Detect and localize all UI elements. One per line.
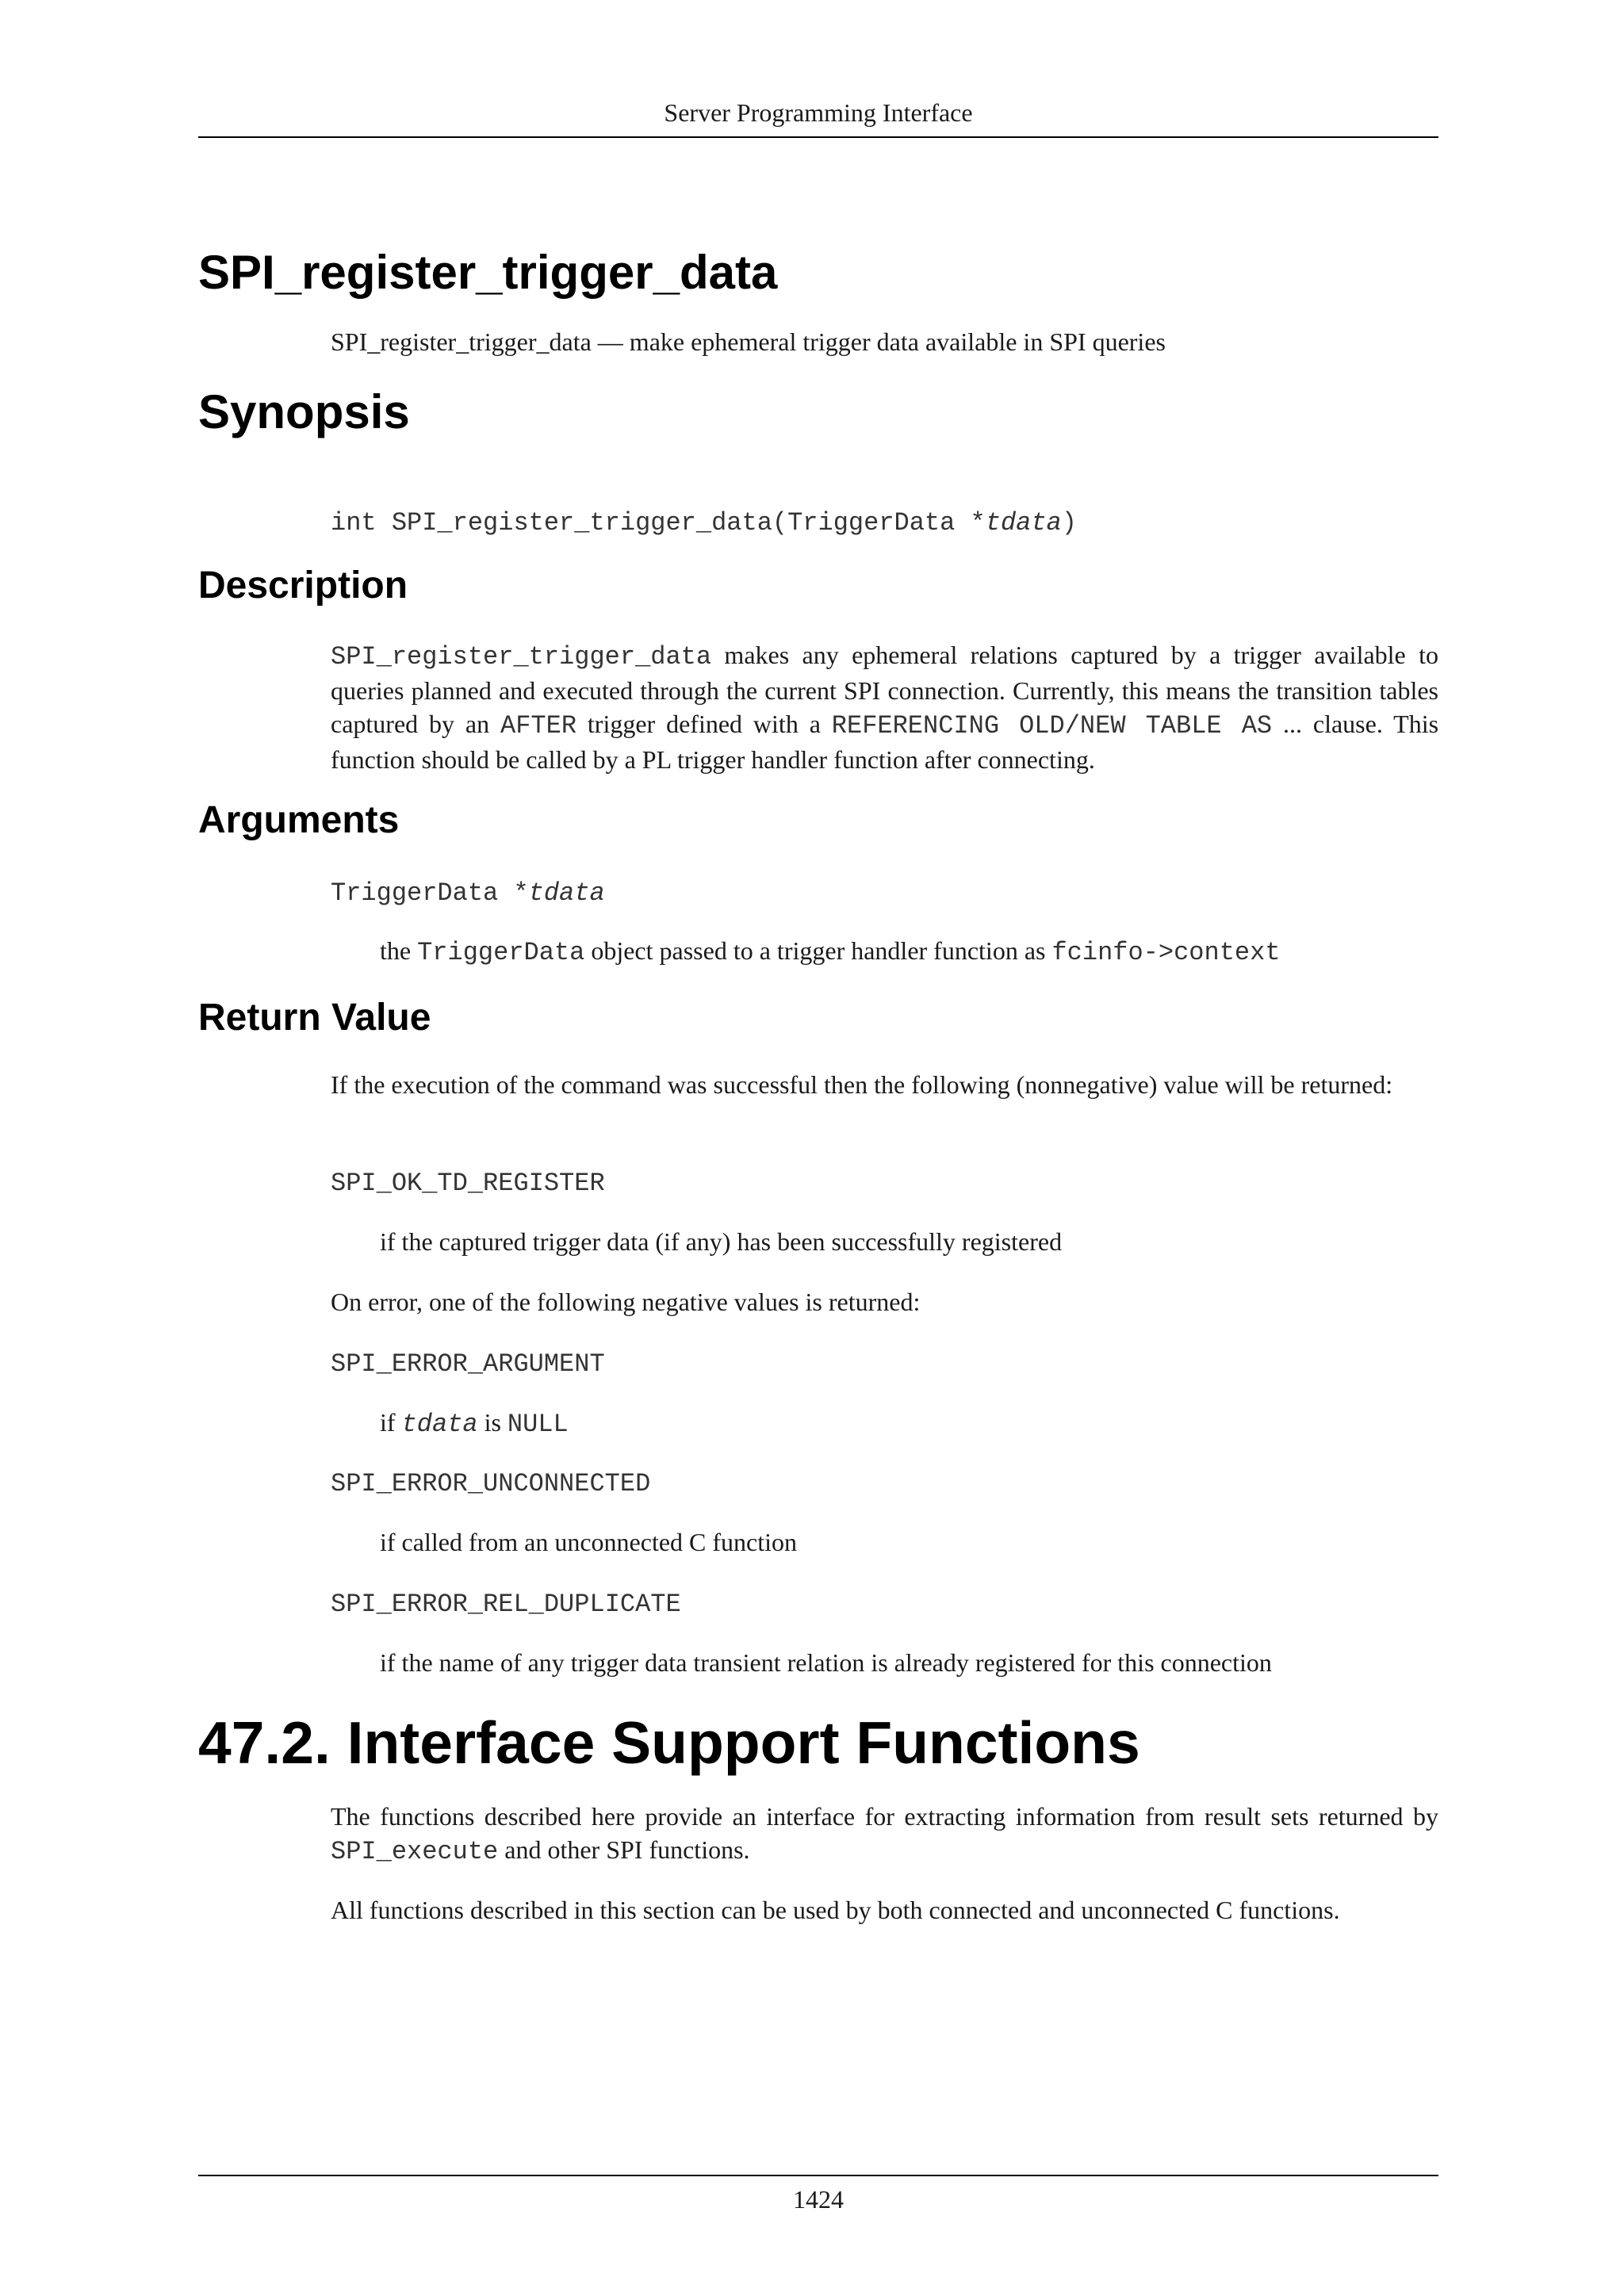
description-text3: ... clause. This function should be called by a PL trigger handler function after connecting. (331, 710, 1439, 774)
return-err1-desc (380, 1406, 1438, 1441)
argument-term-prefix: TriggerData * (331, 878, 529, 908)
return-err1-if: if (380, 1408, 402, 1437)
return-err3-code-text: SPI_ERROR_REL_DUPLICATE (331, 1590, 681, 1619)
refentry-purpose: SPI_register_trigger_data — make ephemeral trigger data available in SPI queries (331, 327, 1166, 356)
argument-def-text1: the (380, 936, 418, 965)
section-para1-code: SPI_execute (331, 1837, 499, 1866)
synopsis-heading: Synopsis (198, 385, 410, 438)
refentry-title: SPI_register_trigger_data (198, 246, 778, 299)
synopsis-code-prefix: int SPI_register_trigger_data(TriggerData * (331, 508, 986, 538)
return-err2-code-text: SPI_ERROR_UNCONNECTED (331, 1469, 651, 1498)
return-err2-desc: if called from an unconnected C function (380, 1528, 798, 1556)
running-header: Server Programming Interface (664, 98, 973, 127)
description-text1: makes any ephemeral relations captured by a trigger available to queries planned and executed through the current SPI connection. Currently, this means the transition tables captured by an (331, 641, 1438, 738)
return-error-intro: On error, one of the following negative values is returned: (331, 1288, 921, 1316)
return-ok-desc: if the captured trigger data (if any) has been successfully registered (380, 1227, 1063, 1256)
argument-def-text2: object passed to a trigger handler function as (584, 936, 1052, 965)
synopsis-code (331, 504, 1438, 540)
return-err3-desc: if the name of any trigger data transient relation is already registered for this connection (380, 1648, 1272, 1677)
description-referencing: REFERENCING OLD/NEW TABLE AS (831, 711, 1273, 740)
return-err1-code-text: SPI_ERROR_ARGUMENT (331, 1349, 605, 1379)
synopsis-code-param: tdata (985, 508, 1062, 538)
return-err1-is: is (477, 1408, 508, 1437)
return-ok-code-text: SPI_OK_TD_REGISTER (331, 1169, 605, 1198)
return-err3-code (331, 1586, 1438, 1621)
header-rule (198, 136, 1438, 138)
section-47-2-heading: 47.2. Interface Support Functions (198, 1709, 1140, 1776)
page-number: 1424 (793, 2185, 844, 2214)
return-err1-null: NULL (507, 1410, 569, 1439)
arguments-heading: Arguments (198, 799, 400, 841)
description-text2: trigger defined with a (576, 710, 832, 738)
description-heading: Description (198, 564, 408, 607)
return-err1-param: tdata (401, 1410, 478, 1439)
description-after: AFTER (500, 711, 577, 740)
return-err2-code (331, 1465, 1438, 1501)
section-47-2-para2: All functions described in this section can be used by both connected and unconnected C functions. (331, 1896, 1340, 1924)
argument-term (331, 874, 1438, 910)
return-ok-code (331, 1165, 1438, 1200)
section-para1-text2: and other SPI functions. (498, 1835, 750, 1864)
return-value-heading: Return Value (198, 997, 431, 1039)
description-paragraph (331, 638, 1438, 776)
section-para1-text1: The functions described here provide an interface for extracting information from result sets returned by (331, 1802, 1438, 1831)
description-func: SPI_register_trigger_data (331, 642, 712, 672)
return-err1-code (331, 1345, 1438, 1381)
synopsis-code-suffix: ) (1061, 508, 1077, 538)
argument-def-code2: fcinfo->context (1051, 938, 1281, 967)
return-intro: If the execution of the command was successful then the following (nonnegative) value will be returned: (331, 1070, 1393, 1099)
section-47-2-para1 (331, 1800, 1438, 1869)
argument-definition (380, 934, 1438, 970)
footer-rule (198, 2175, 1438, 2176)
argument-term-param: tdata (528, 878, 605, 908)
argument-def-code1: TriggerData (417, 938, 585, 967)
